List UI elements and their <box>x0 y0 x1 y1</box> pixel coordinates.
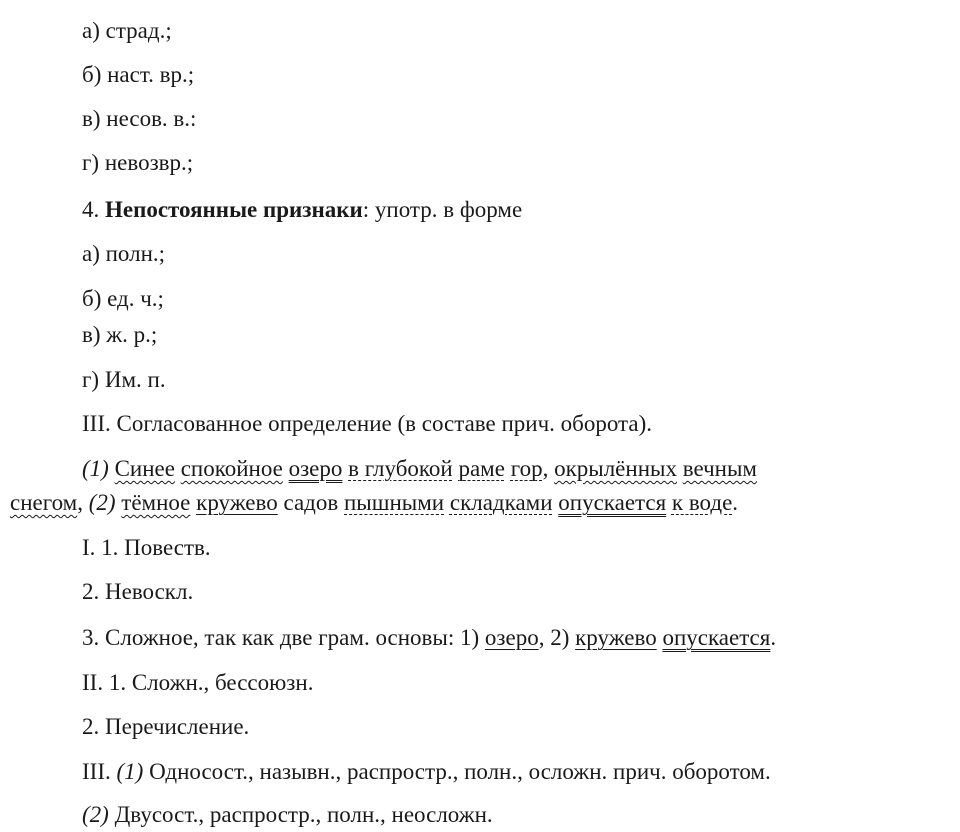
text-line-part-2 <box>82 801 493 829</box>
text-line: б) ед. ч.; <box>82 286 164 311</box>
parsed-word: к воде <box>671 490 733 515</box>
parsed-word: спокойное <box>180 456 283 481</box>
text-line: в) ж. р.; <box>82 322 158 347</box>
text-fragment: Односост., назывн., распростр., полн., осложн. прич. оборотом. <box>143 759 771 784</box>
parsed-word: пышными <box>344 490 445 515</box>
text-line: 2. Перечисление. <box>82 714 250 739</box>
clause-number: (1) <box>82 456 109 481</box>
parsed-word: опускается <box>558 490 667 515</box>
parsed-word: снегом <box>10 490 78 515</box>
parsed-word: складками <box>449 490 553 515</box>
text-line: г) невозвр.; <box>82 150 194 175</box>
subject-word: кружево <box>575 625 657 650</box>
text-line: а) полн.; <box>82 241 166 266</box>
text-line: II. 1. Сложн., бессоюзн. <box>82 670 314 695</box>
parsed-word: Синее <box>114 456 175 481</box>
parsed-word: кружево <box>196 490 278 515</box>
text-fragment: III. <box>82 759 117 784</box>
clause-number: (2) <box>82 802 109 827</box>
clause-number: (2) <box>88 490 116 515</box>
text-line: 2. Невоскл. <box>82 579 194 604</box>
parsed-word: вечным <box>682 456 757 481</box>
text-fragment: , 2) <box>538 625 576 650</box>
parsed-word: окрылённых <box>554 456 677 481</box>
item-number: 4. <box>82 197 105 222</box>
subject-word: озеро <box>484 625 539 650</box>
text-fragment: : употр. в форме <box>362 197 523 222</box>
parsed-word: раме <box>458 456 505 481</box>
text-line-grammar-bases: 3. Сложное, так как две грам. основы: 1) озеро, 2) кружево опускается. <box>82 625 777 650</box>
text-line: г) Им. п. <box>82 367 166 392</box>
parsed-word: в глубокой <box>348 456 453 481</box>
text-line: а) страд.; <box>82 18 172 43</box>
predicate-word: опускается <box>662 625 771 650</box>
sentence-line-1: (1) Синее спокойное озеро в глубокой раме гор, окрылённых вечным <box>82 456 757 481</box>
text-fragment: 3. Сложное, так как две грам. основы: 1) <box>82 625 485 650</box>
text-line-part-1 <box>82 758 771 786</box>
parsed-word: озеро <box>288 456 343 481</box>
clause-number: (1) <box>116 759 144 784</box>
text-line: III. Согласованное определение (в составе прич. оборота). <box>82 411 653 436</box>
text-line: б) наст. вр.; <box>82 62 195 87</box>
bold-term: Непостоянные признаки <box>105 197 363 222</box>
parsed-word: тёмное <box>121 490 191 515</box>
sentence-line-2: снегом, (2) тёмное кружево садов пышными складками опускается к воде. <box>10 490 739 515</box>
text-line: I. 1. Повеств. <box>82 535 211 560</box>
text-fragment: Двусост., распростр., полн., неосложн. <box>108 802 493 827</box>
parsed-word: садов <box>283 490 339 515</box>
parsed-word: гор <box>510 456 543 481</box>
text-line: в) несов. в.: <box>82 106 197 131</box>
text-line-nonconstant-features <box>82 196 522 224</box>
